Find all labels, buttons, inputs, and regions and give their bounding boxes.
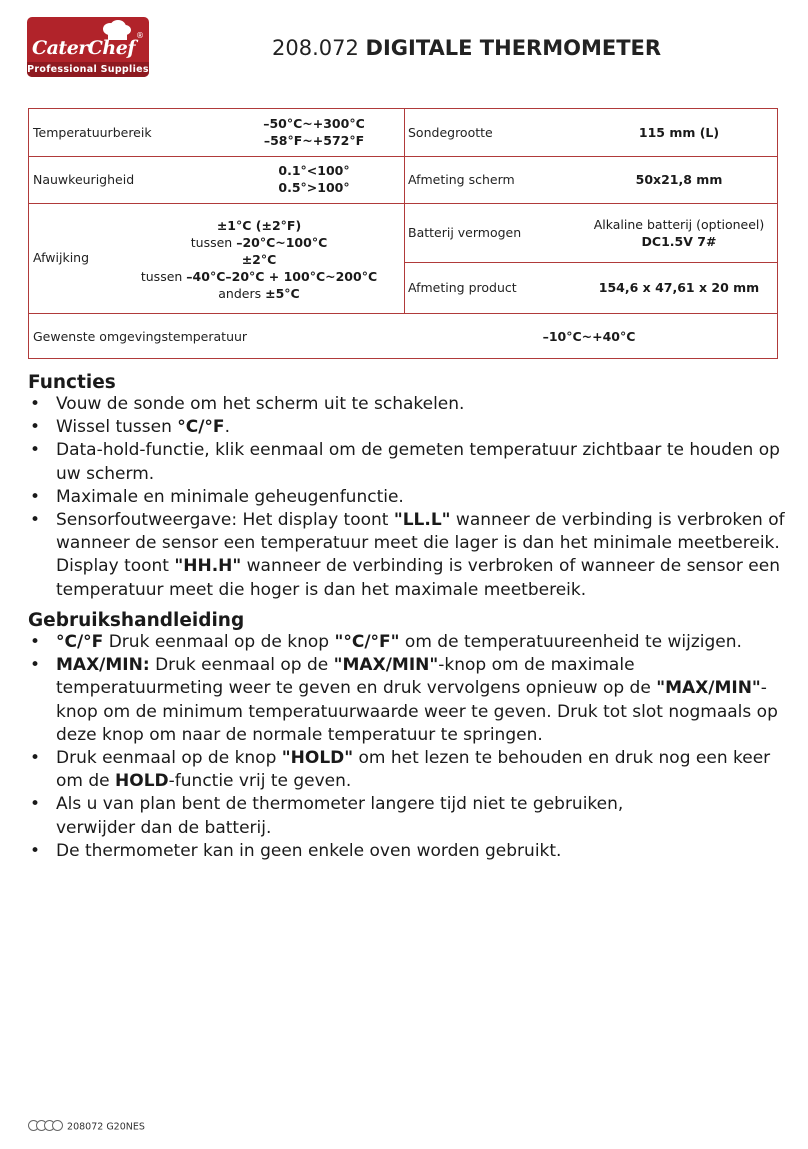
item-bold: "MAX/MIN" xyxy=(333,655,439,676)
product-size-label: Afmeting product xyxy=(408,280,517,295)
logo-tagline: Professional Supplies xyxy=(27,64,149,75)
item-text: -knop om de minimum temperatuurwaarde weer te geven. Druk tot slot nogmaals op deze knop om naar de normale temperatuur te springen. xyxy=(56,678,778,745)
item-bold: "LL.L" xyxy=(393,510,451,531)
product-name: DIGITALE THERMOMETER xyxy=(365,36,662,60)
list-item xyxy=(28,416,788,439)
battery-type: Alkaline batterij (optioneel) xyxy=(593,217,765,232)
item-text: Druk eenmaal op de xyxy=(149,655,334,676)
functions-section xyxy=(28,372,788,602)
deviation-line-5 xyxy=(119,285,399,302)
product-size-value: 154,6 x 47,61 x 20 mm xyxy=(598,280,760,295)
manual-heading: Gebruikshandleiding xyxy=(28,610,245,631)
product-code: 208.072 xyxy=(272,36,359,60)
temp-range-value xyxy=(229,115,399,149)
table-divider xyxy=(404,109,405,313)
item-text: Wissel tussen xyxy=(56,417,178,438)
functions-heading: Functies xyxy=(28,372,116,393)
item-bold: °C/°F xyxy=(56,632,104,652)
item-bold: HOLD xyxy=(115,771,169,792)
table-divider xyxy=(29,156,777,157)
item-text: . xyxy=(224,417,230,438)
accuracy-label: Nauwkeurigheid xyxy=(33,172,135,187)
footer xyxy=(28,1120,145,1134)
deviation-line-5-value: ±5°C xyxy=(265,286,300,301)
item-text: -functie vrij te geven. xyxy=(168,771,352,792)
accuracy-line-2: 0.5°>100° xyxy=(278,180,350,195)
manual-section xyxy=(28,610,788,863)
item-text: Druk eenmaal op de knop xyxy=(56,748,282,769)
list-item xyxy=(28,509,788,602)
screen-size-value: 50x21,8 mm xyxy=(635,172,723,187)
document-title xyxy=(272,36,661,60)
item-bold: "HOLD" xyxy=(281,748,354,769)
deviation-label: Afwijking xyxy=(33,250,90,265)
accuracy-value xyxy=(229,162,399,196)
probe-size-value: 115 mm (L) xyxy=(638,125,720,140)
deviation-line-4-prefix: tussen xyxy=(140,269,187,284)
table-divider xyxy=(29,203,777,204)
battery-spec: DC1.5V 7# xyxy=(641,234,717,249)
item-text: om de temperatuureenheid te wijzigen. xyxy=(399,632,742,652)
accuracy-line-1: 0.1°<100° xyxy=(278,163,350,178)
functions-list xyxy=(28,393,788,602)
table-divider xyxy=(29,313,777,314)
deviation-line-2-range: –20°C~100°C xyxy=(236,235,328,250)
probe-size-label: Sondegrootte xyxy=(408,125,493,140)
list-item: • De thermometer kan in geen enkele oven worden gebruikt. xyxy=(28,840,788,863)
spec-table xyxy=(28,108,778,359)
deviation-line-2-prefix: tussen xyxy=(190,235,237,250)
ambient-temp-label: Gewenste omgevingstemperatuur xyxy=(33,329,248,344)
deviation-line-1: ±1°C (±2°F) xyxy=(216,218,302,233)
item-bold: "°C/°F" xyxy=(334,632,400,652)
deviation-value xyxy=(119,217,399,302)
item-text: -knop om de maximale temperatuurmeting weer te geven en druk vervolgens opnieuw op de xyxy=(56,655,657,699)
list-item: • Vouw de sonde om het scherm uit te schakelen. xyxy=(28,393,788,416)
battery-value xyxy=(584,216,774,250)
logo-brand: CaterChef xyxy=(32,37,136,59)
recycle-circles-icon xyxy=(28,1120,60,1134)
item-text: Druk eenmaal op de knop xyxy=(103,632,335,652)
item-text: Sensorfoutweergave: Het display toont xyxy=(56,510,394,531)
ambient-temp-value: –10°C~+40°C xyxy=(542,329,636,344)
temp-range-celsius: –50°C~+300°C xyxy=(263,116,365,131)
caterchef-logo xyxy=(27,17,149,77)
manual-list xyxy=(28,631,788,863)
list-item xyxy=(28,747,788,793)
deviation-line-5-prefix: anders xyxy=(218,286,266,301)
item-text: om het lezen te behouden en druk nog een keer om de xyxy=(56,748,771,792)
temp-range-fahrenheit: –58°F~+572°F xyxy=(263,133,365,148)
deviation-line-2 xyxy=(119,234,399,251)
battery-label: Batterij vermogen xyxy=(408,225,522,240)
item-bold: "HH.H" xyxy=(174,556,242,577)
item-bold: °C/°F xyxy=(177,417,225,438)
logo-registered-mark: ® xyxy=(136,31,144,40)
list-item: • Maximale en minimale geheugenfunctie. xyxy=(28,486,788,509)
deviation-line-4-range: –40°C–20°C + 100°C~200°C xyxy=(186,269,378,284)
list-item xyxy=(28,654,788,747)
item-bold: MAX/MIN: xyxy=(56,655,150,676)
list-item: • Data-hold-functie, klik eenmaal om de gemeten temperatuur zichtbaar te houden op uw scherm. xyxy=(28,439,788,485)
item-bold: "MAX/MIN" xyxy=(656,678,761,699)
item-text: wanneer de verbinding is verbroken of wanneer de sensor een temperatuur meet die hoger is dan het maximale meetbereik. xyxy=(56,556,781,600)
item-text: verwijder dan de batterij. xyxy=(56,817,272,838)
footer-code: 208072 G20NES xyxy=(67,1121,145,1133)
temp-range-label: Temperatuurbereik xyxy=(33,125,152,140)
item-text: Als u van plan bent de thermometer langere tijd niet te gebruiken, xyxy=(56,794,624,815)
deviation-line-4 xyxy=(119,268,399,285)
table-divider xyxy=(404,262,777,263)
screen-size-label: Afmeting scherm xyxy=(408,172,515,187)
item-text: wanneer de verbinding is verbroken of wanneer de sensor een temperatuur meet die lager is dan het minimale meetbereik. Display toont xyxy=(56,510,785,577)
deviation-line-3: ±2°C xyxy=(241,252,277,267)
list-item xyxy=(28,631,788,654)
list-item xyxy=(28,793,788,839)
